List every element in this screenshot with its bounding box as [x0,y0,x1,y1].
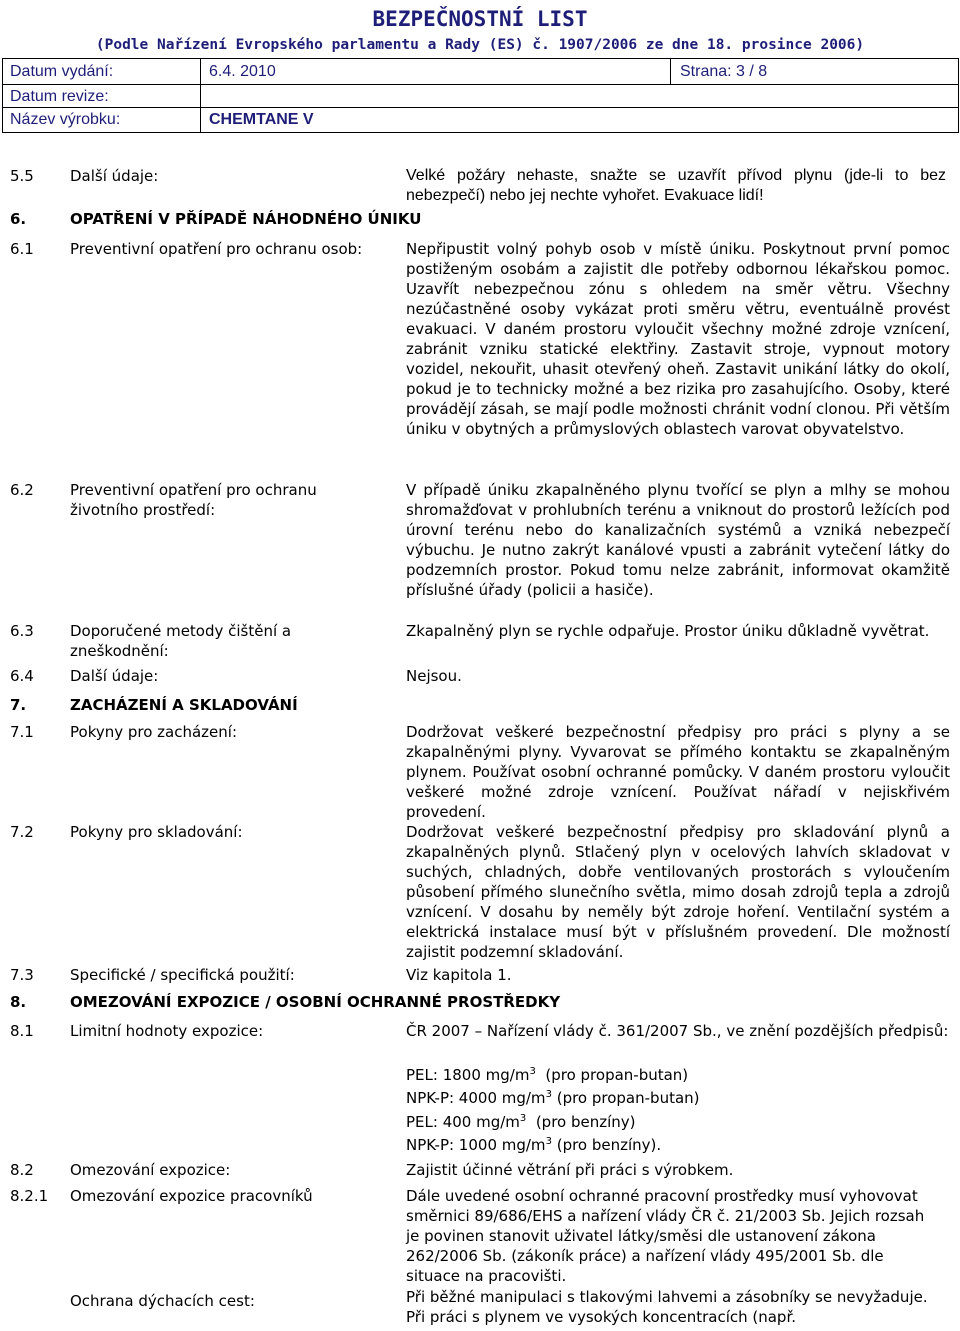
item-value: V případě úniku zkapalněného plynu tvořící se plyn a mlhy se mohou shromažďovat v prohlubních terénu a vniknout do prostorů ležících pod úrovní terénu nebo do kanalizačních systémů a vzniká nebezpečí výbuchu. Je nutno zakrýt kanálové vpusti a zabránit vytečení látky do podzemních prostor. Pokud tomu nelze zabránit, informovat okamžitě příslušné úřady (policii a hasiče). [406,481,950,599]
exposure-limit-pel-1: PEL: 1800 $mg/m^3$ (pro propan-butan) [406,1066,689,1084]
item-label: Pokyny pro zacházení: [70,723,238,741]
item-label: Preventivní opatření pro ochranu životního prostředí: [70,481,317,519]
document-subtitle: (Podle Nařízení Evropského parlamentu a Rady (ES) č. 1907/2006 ze dne 18. prosince 2006) [95,37,865,53]
item-label: Pokyny pro skladování: [70,823,243,841]
item-number: 8.1 [10,1022,34,1040]
section-title: OPATŘENÍ V PŘÍPADĚ NÁHODNÉHO ÚNIKU [70,210,422,228]
section-number: 6. [10,210,27,228]
exposure-limit-npk-2: NPK-P: 1000 $mg/m^3$ (pro benzíny). [406,1136,662,1154]
header-border-left [2,58,3,133]
header-border-right [958,58,959,133]
item-number: 7.3 [10,966,34,984]
item-label: Preventivní opatření pro ochranu osob: [70,240,363,258]
item-value: Dále uvedené osobní ochranné pracovní prostředky musí vyhovovat směrnici 89/686/EHS a nařízení vlády ČR č. 21/2003 Sb. Jejich rozsah je povinen stanovit uživatel látky/směsi dle ustanovení zákona 262/2006 Sb. (zákoník práce) a nařízení vlády 495/2001 Sb. dle situace na pracovišti. [406,1187,925,1285]
item-value: Zkapalněný plyn se rychle odpařuje. Prostor úniku důkladně vyvětrat. [406,622,930,640]
item-value: Nejsou. [406,667,462,685]
section-title: ZACHÁZENÍ A SKLADOVÁNÍ [70,696,298,714]
issue-date-label: Datum vydání: [10,63,114,80]
item-value: Viz kapitola 1. [406,966,512,984]
exposure-limit-pel-2: PEL: 400 $mg/m^3$ (pro benzíny) [406,1113,636,1131]
item-value: Zajistit účinné větrání při práci s výrobkem. [406,1161,734,1179]
item-value: Velké požáry nehaste, snažte se uzavřít přívod plynu (jde-li to bez nebezpečí) nebo jej nechte vyhořet. Evakuace lidí! [406,167,946,204]
section-title: OMEZOVÁNÍ EXPOZICE / OSOBNÍ OCHRANNÉ PROSTŘEDKY [70,993,561,1011]
item-number: 6.1 [10,240,34,258]
item-number: 8.2.1 [10,1187,49,1205]
header-row-issue [0,59,960,84]
item-number: 7.1 [10,723,34,741]
item-label: Doporučené metody čištění a zneškodnění: [70,622,292,660]
product-name-value: CHEMTANE V [209,111,314,128]
document-title: BEZPEČNOSTNÍ LIST [372,7,588,31]
page-number: Strana: 3 / 8 [680,63,768,80]
header-row-revision [0,84,960,109]
product-name-label: Název výrobku: [10,111,121,128]
header-rule-bottom [2,132,958,133]
item-label: Limitní hodnoty expozice: [70,1022,264,1040]
item-number: 6.4 [10,667,34,685]
item-number: 5.5 [10,167,34,185]
item-value: Při běžné manipulaci s tlakovými lahvemi a zásobníky se nevyžaduje. Při práci s plynem ve vysokých koncentracích (např. [406,1288,928,1326]
item-number: 6.2 [10,481,34,499]
header-divider-2 [670,58,671,85]
item-value: Dodržovat veškeré bezpečnostní předpisy pro skladování plynů a zkapalněných plynů. Stlačený plyn v ocelových lahvích skladovat v suchých, chladných, dobře ventilovaných prostorách s vyloučením působení přímého slunečního světla, mimo dosah zdrojů tepla a zdrojů vznícení. V dosahu by neměly být zdroje hoření. Ventilační systém a elektrická instalace musí být v příslušném provedení. Dle možností zajistit podzemní skladování. [406,823,950,961]
item-number: 7.2 [10,823,34,841]
item-label: Specifické / specifická použití: [70,966,295,984]
item-number: 6.3 [10,622,34,640]
header-row-product [0,107,960,132]
item-label: Další údaje: [70,667,159,685]
item-label: Ochrana dýchacích cest: [70,1292,255,1310]
exposure-limit-npk-1: NPK-P: 4000 $mg/m^3$ (pro propan-butan) [406,1089,700,1107]
header-divider-1 [200,58,201,133]
section-number: 7. [10,696,27,714]
section-number: 8. [10,993,27,1011]
item-number: 8.2 [10,1161,34,1179]
revision-date-label: Datum revize: [10,88,109,105]
item-value: ČR 2007 – Nařízení vlády č. 361/2007 Sb., ve znění pozdějších předpisů: [406,1022,949,1040]
item-value: Nepřipustit volný pohyb osob v místě úniku. Poskytnout první pomoc postiženým osobám a zajistit dle potřeby odbornou lékařskou pomoc. Uzavřít nebezpečnou zónu s ohledem na směr větru. Všechny nezúčastněné osoby vykázat proti směru větru, eventuálně provést evakuaci. V daném prostoru vyloučit všechny možné zdroje vznícení, zabránit vzniku statické elektřiny. Zastavit stroje, vypnout motory vozidel, nekouřit, uhasit otevřený oheň. Zastavit unikání látky do okolí, pokud je to technicky možné a bez rizika pro zasahujícího. Osoby, které provádějí zásah, se mají podle možnosti chránit vodní clonou. Při větším úniku v obytných a průmyslových oblastech varovat obyvatelstvo. [406,240,950,438]
item-value: Dodržovat veškeré bezpečnostní předpisy pro práci s plyny a se zkapalněnými plyny. Vyvarovat se přímého kontaktu se zkapalněným plynem. Používat osobní ochranné pomůcky. V daném prostoru vyloučit veškeré možné zdroje vznícení. Používat nářadí v nejiskřivém provedení. [406,723,950,821]
item-label: Další údaje: [70,167,159,185]
item-label: Omezování expozice: [70,1161,231,1179]
item-label: Omezování expozice pracovníků [70,1187,313,1205]
issue-date-value: 6.4. 2010 [209,63,276,80]
